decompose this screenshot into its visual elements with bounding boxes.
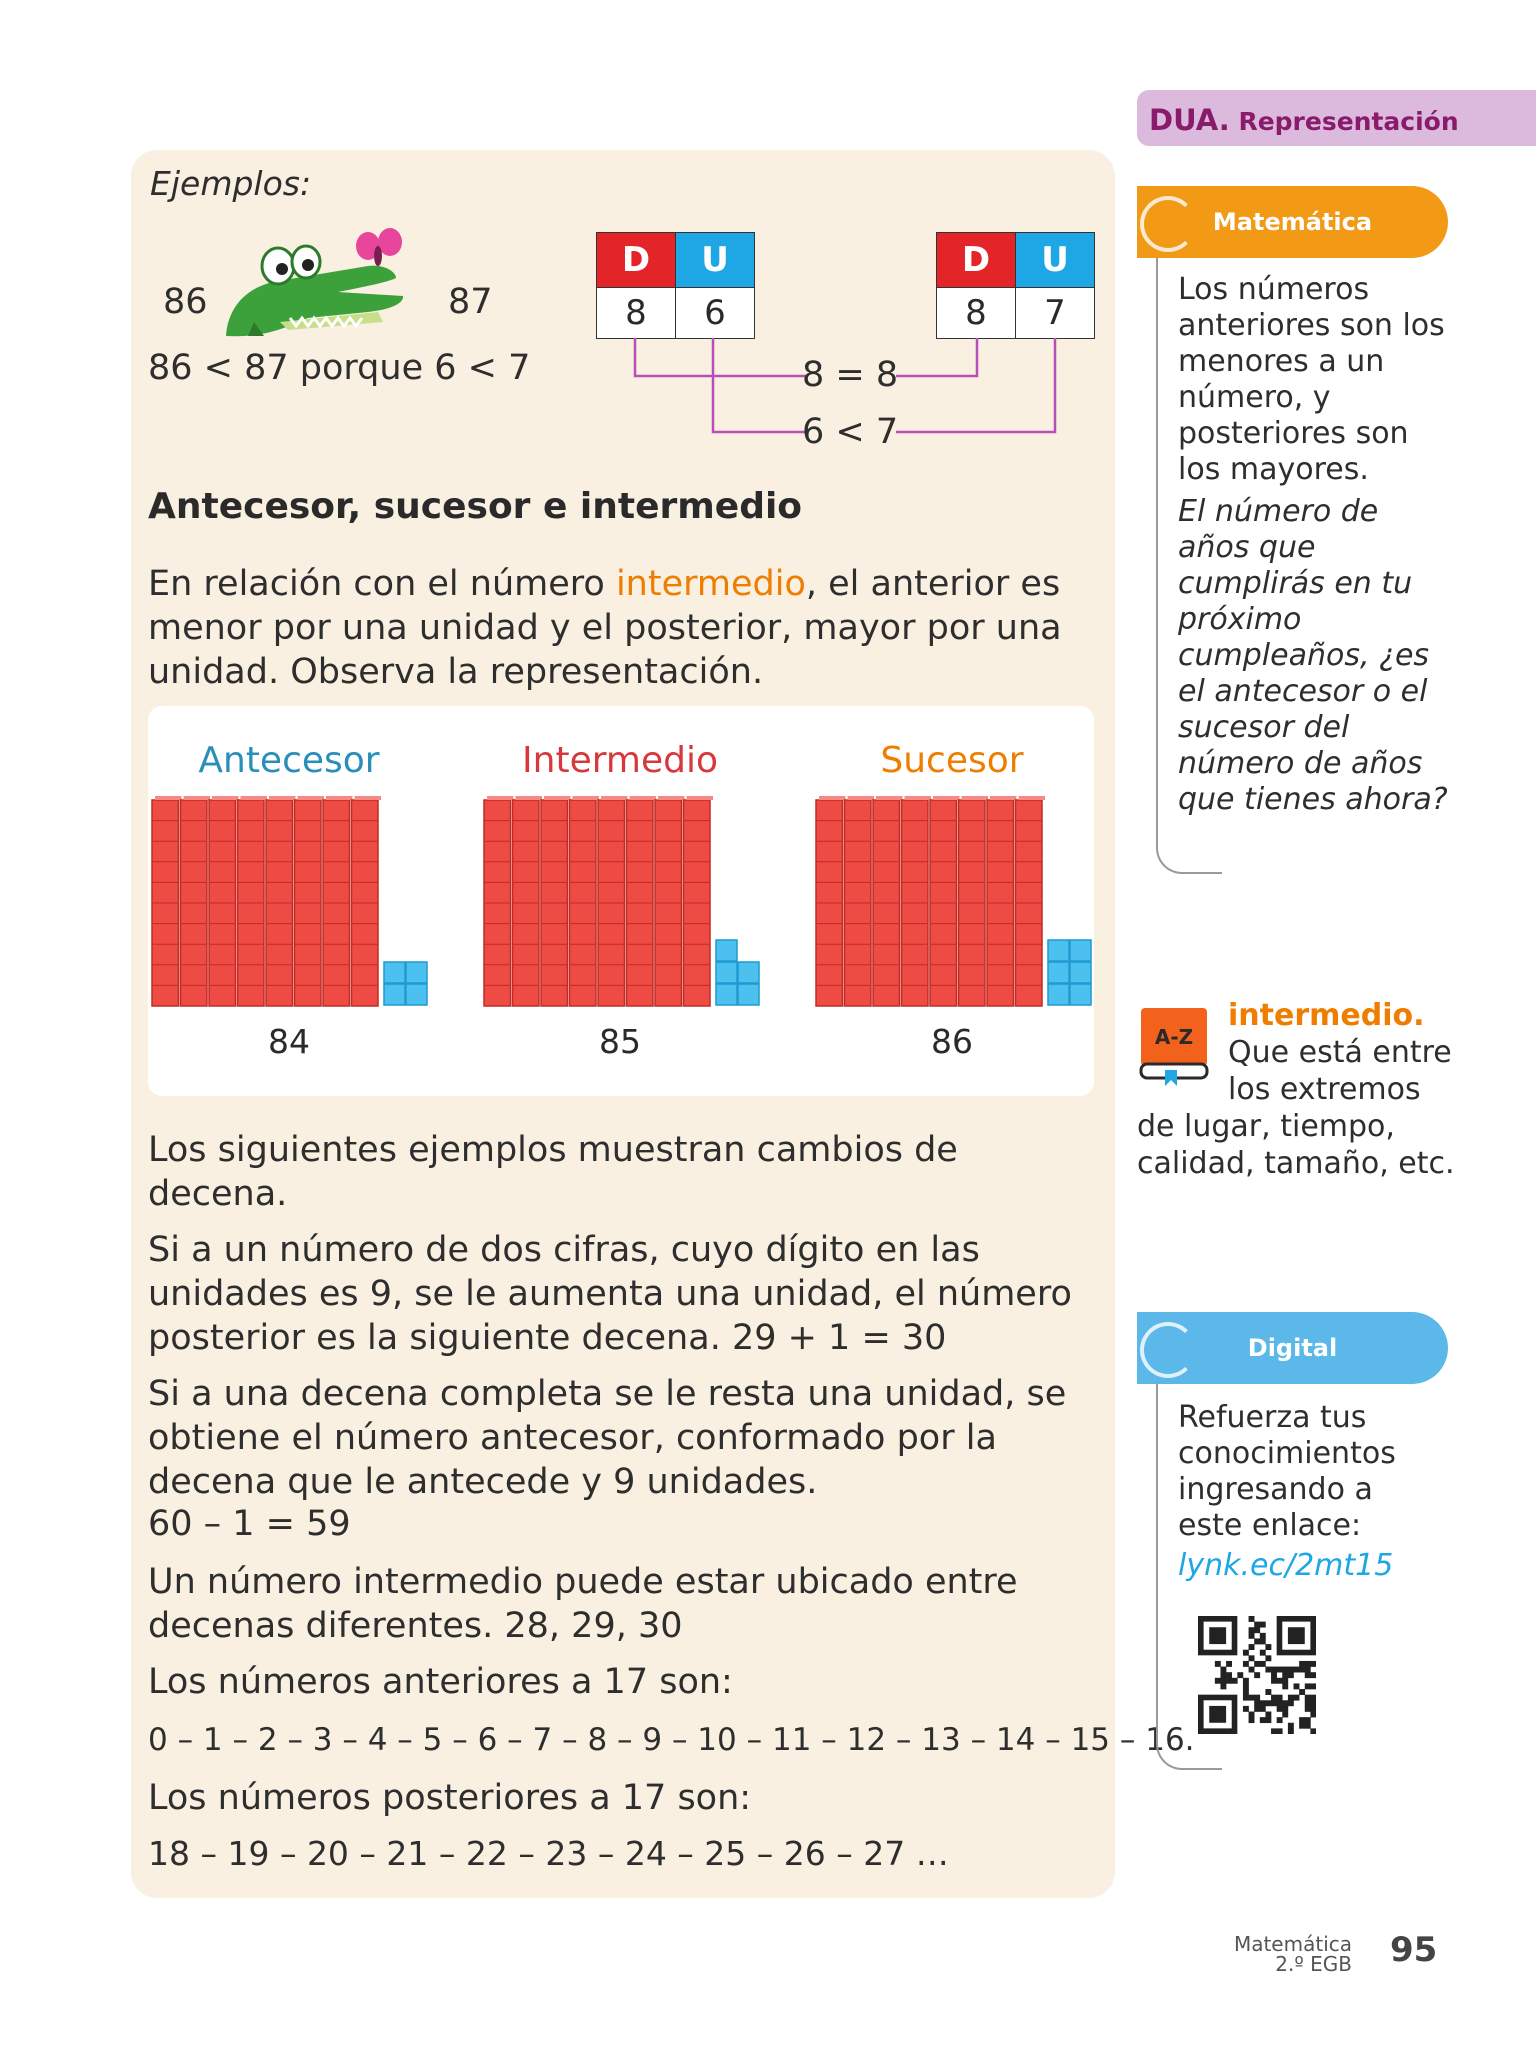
comparison-tens: 8 = 8 — [802, 355, 899, 395]
crocodile-illustration — [218, 226, 408, 344]
unit-cube — [1070, 984, 1091, 1005]
paragraph-subtraction: 60 – 1 = 59 — [148, 1504, 351, 1544]
ten-rod — [816, 796, 846, 1006]
paragraph-decena-changes: Los siguientes ejemplos muestran cambios de decena. — [148, 1130, 958, 1214]
ten-rod — [987, 796, 1017, 1006]
glossary-definition-bottom: de lugar, tiempo, calidad, tamaño, etc. — [1137, 1109, 1455, 1181]
unit-cube — [1070, 962, 1091, 983]
ten-rod — [959, 796, 989, 1006]
digital-link[interactable]: lynk.ec/2mt15 — [1178, 1548, 1394, 1583]
ten-rod — [1016, 796, 1046, 1006]
dictionary-icon-text: A-Z — [1154, 1025, 1194, 1049]
math-card-text: Los números anteriores son los menores a un número, y posteriores son los mayores. — [1178, 272, 1445, 487]
dictionary-icon — [1137, 1006, 1211, 1088]
ten-rod — [655, 796, 685, 1006]
ten-rod — [598, 796, 628, 1006]
croc-right-number: 87 — [448, 282, 493, 322]
glossary-definition-top: Que está entre los extremos — [1228, 1035, 1452, 1107]
unit-cube — [1048, 940, 1069, 961]
tens-digit: 8 — [937, 288, 1016, 339]
sucesor-number: 86 — [931, 1022, 973, 1061]
ten-rod — [541, 796, 571, 1006]
unit-cube — [384, 984, 405, 1005]
place-value-table-87 — [936, 232, 1095, 339]
ten-rod — [238, 796, 268, 1006]
qr-code[interactable] — [1198, 1616, 1316, 1734]
footer-grade: 2.º EGB — [1275, 1952, 1352, 1976]
ten-rod — [513, 796, 543, 1006]
ten-rod — [295, 796, 325, 1006]
antecesor-number: 84 — [268, 1022, 310, 1061]
ten-rod — [209, 796, 239, 1006]
units-header: U — [1016, 233, 1095, 288]
glossary-term: intermedio. — [1228, 998, 1425, 1033]
footer-subject: Matemática — [1233, 1932, 1352, 1956]
base-ten-blocks-86 — [814, 796, 1094, 1012]
blocks-svg — [150, 796, 430, 1008]
antecesor-label: Antecesor — [198, 740, 380, 781]
hook-icon — [1140, 196, 1196, 252]
units-header: U — [676, 233, 755, 288]
butterfly-icon — [356, 228, 402, 266]
unit-cube — [716, 984, 737, 1005]
sequence-after-17: 18 – 19 – 20 – 21 – 22 – 23 – 24 – 25 – 26 – 27 … — [148, 1834, 949, 1873]
croc-left-number: 86 — [163, 282, 208, 322]
paragraph-next-17: Los números posteriores a 17 son: — [148, 1778, 752, 1818]
unit-cube — [406, 962, 427, 983]
unit-cube — [1070, 940, 1091, 961]
tens-header: D — [937, 233, 1016, 288]
ten-rod — [352, 796, 382, 1006]
dua-heading — [1149, 103, 1459, 137]
units-digit: 6 — [676, 288, 755, 339]
ten-rod — [627, 796, 657, 1006]
ten-rod — [930, 796, 960, 1006]
blocks-svg — [482, 796, 762, 1008]
unit-cube — [1048, 962, 1069, 983]
unit-cube — [1048, 984, 1069, 1005]
unit-cube — [716, 962, 737, 983]
ten-rod — [266, 796, 296, 1006]
unit-cube — [716, 940, 737, 961]
paragraph-previous-17: Los números anteriores a 17 son: — [148, 1662, 733, 1702]
comparison-units: 6 < 7 — [802, 412, 899, 452]
intermedio-label: Intermedio — [522, 740, 718, 781]
unit-cube — [738, 984, 759, 1005]
paragraph-intermediate: Un número intermedio puede estar ubicado entre decenas diferentes. 28, 29, 30 — [148, 1562, 1018, 1646]
math-card-question: El número de años que cumplirás en tu próximo cumpleaños, ¿es el antecesor o el sucesor del número de años que tienes ahora? — [1178, 494, 1448, 817]
ten-rod — [152, 796, 182, 1006]
section-title: Antecesor, sucesor e intermedio — [148, 486, 803, 527]
ten-rod — [323, 796, 353, 1006]
intermedio-number: 85 — [599, 1022, 641, 1061]
examples-label: Ejemplos: — [150, 164, 312, 203]
dua-label: Representación — [1238, 107, 1459, 136]
base-ten-blocks-85 — [482, 796, 762, 1012]
ten-rod — [684, 796, 714, 1006]
croc-statement: 86 < 87 porque 6 < 7 — [148, 348, 531, 388]
intro-paragraph — [148, 562, 1078, 694]
tens-digit: 8 — [597, 288, 676, 339]
ten-rod — [845, 796, 875, 1006]
unit-cube — [738, 962, 759, 983]
base-ten-blocks-84 — [150, 796, 430, 1012]
place-value-table-86 — [596, 232, 755, 339]
hook-icon — [1140, 1322, 1196, 1378]
digital-card-title: Digital — [1247, 1334, 1338, 1362]
ten-rod — [484, 796, 514, 1006]
paragraph-previous-number: Si a una decena completa se le resta una unidad, se obtiene el número antecesor, conformado por la decena que le antecede y 9 unidades. — [148, 1374, 1067, 1502]
tens-header: D — [597, 233, 676, 288]
digital-card-text: Refuerza tus conocimientos ingresando a este enlace: — [1178, 1400, 1396, 1543]
blocks-svg — [814, 796, 1094, 1008]
qr-pattern — [1198, 1616, 1316, 1734]
ten-rod — [902, 796, 932, 1006]
unit-cube — [406, 984, 427, 1005]
math-card-title: Matemática — [1212, 208, 1373, 236]
unit-cube — [384, 962, 405, 983]
intro-text-start: En relación con el número — [148, 564, 616, 604]
intro-highlight: intermedio — [615, 564, 806, 604]
ten-rod — [181, 796, 211, 1006]
ten-rod — [873, 796, 903, 1006]
ten-rod — [570, 796, 600, 1006]
intro-text-end: , el anterior es menor por una unidad y el posterior, mayor por una unidad. Observa la representación. — [148, 564, 1062, 692]
units-digit: 7 — [1016, 288, 1095, 339]
page-number: 95 — [1390, 1930, 1438, 1970]
sequence-before-17: 0 – 1 – 2 – 3 – 4 – 5 – 6 – 7 – 8 – 9 – 10 – 11 – 12 – 13 – 14 – 15 – 16. — [148, 1722, 1195, 1758]
sucesor-label: Sucesor — [880, 740, 1024, 781]
dua-strong: DUA. — [1149, 103, 1230, 137]
paragraph-next-ten: Si a un número de dos cifras, cuyo dígito en las unidades es 9, se le aumenta una unidad, el número posterior es la siguiente decena. 29 + 1 = 30 — [148, 1230, 1072, 1358]
